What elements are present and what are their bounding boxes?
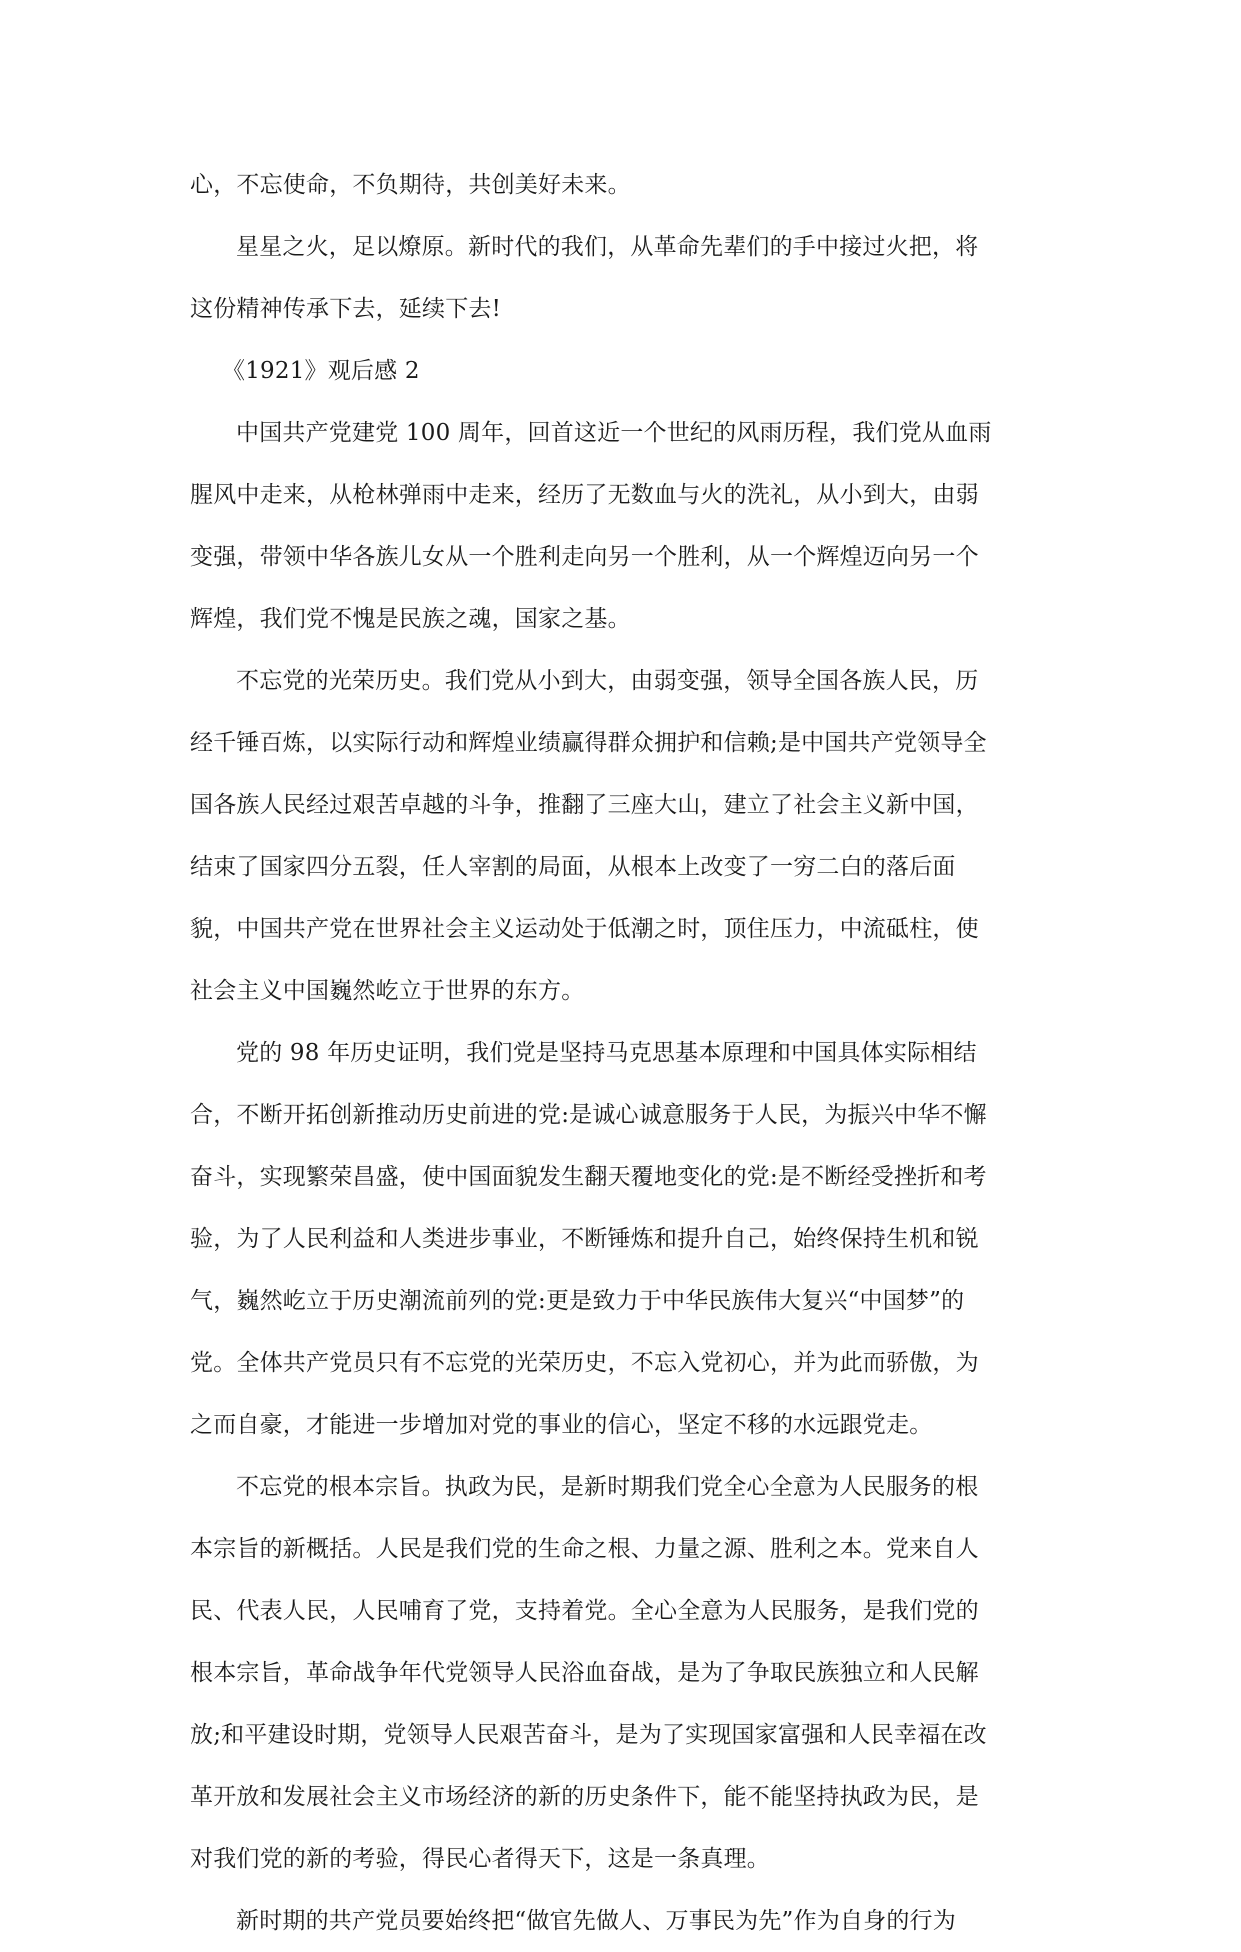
paragraph-first-line: 星星之火，足以燎原。新时代的我们，从革命先辈们的手中接过火把，将 — [236, 234, 979, 260]
text-line: 奋斗，实现繁荣昌盛，使中国面貌发生翻天覆地变化的党:是不断经受挫折和考 — [190, 1164, 987, 1190]
text-line: 之而自豪，才能进一步增加对党的事业的信心，坚定不移的水远跟党走。 — [190, 1412, 933, 1438]
text-line: 革开放和发展社会主义市场经济的新的历史条件下，能不能坚持执政为民，是 — [190, 1784, 979, 1810]
text-line: 合，不断开拓创新推动历史前进的党:是诚心诚意服务于人民，为振兴中华不懈 — [190, 1102, 987, 1128]
text-line: 结束了国家四分五裂，任人宰割的局面，从根本上改变了一穷二白的落后面 — [190, 854, 956, 880]
paragraph-first-line: 不忘党的根本宗旨。执政为民，是新时期我们党全心全意为人民服务的根 — [236, 1474, 979, 1500]
paragraph-first-line: 中国共产党建党 100 周年，回首这近一个世纪的风雨历程，我们党从血雨 — [236, 420, 992, 446]
section-heading: 《1921》观后感 2 — [222, 358, 420, 384]
text-line: 经千锤百炼，以实际行动和辉煌业绩赢得群众拥护和信赖;是中国共产党领导全 — [190, 730, 987, 756]
text-line: 放;和平建设时期，党领导人民艰苦奋斗，是为了实现国家富强和人民幸福在改 — [190, 1722, 987, 1748]
text-line: 对我们党的新的考验，得民心者得天下，这是一条真理。 — [190, 1846, 770, 1872]
text-line: 本宗旨的新概括。人民是我们党的生命之根、力量之源、胜利之本。党来自人 — [190, 1536, 979, 1562]
text-line: 心，不忘使命，不负期待，共创美好未来。 — [190, 172, 631, 198]
text-line: 验，为了人民利益和人类进步事业，不断锤炼和提升自己，始终保持生机和锐 — [190, 1226, 979, 1252]
text-line: 辉煌，我们党不愧是民族之魂，国家之基。 — [190, 606, 631, 632]
paragraph-first-line: 党的 98 年历史证明，我们党是坚持马克思基本原理和中国具体实际相结 — [236, 1040, 977, 1066]
text-line: 国各族人民经过艰苦卓越的斗争，推翻了三座大山，建立了社会主义新中国， — [190, 792, 979, 818]
text-line: 根本宗旨，革命战争年代党领导人民浴血奋战，是为了争取民族独立和人民解 — [190, 1660, 979, 1686]
text-line: 腥风中走来，从枪林弹雨中走来，经历了无数血与火的洗礼，从小到大，由弱 — [190, 482, 979, 508]
text-line: 这份精神传承下去，延续下去! — [190, 296, 502, 322]
text-line: 貌，中国共产党在世界社会主义运动处于低潮之时，顶住压力，中流砥柱，使 — [190, 916, 979, 942]
text-line: 党。全体共产党员只有不忘党的光荣历史，不忘入党初心，并为此而骄傲，为 — [190, 1350, 979, 1376]
text-line: 社会主义中国巍然屹立于世界的东方。 — [190, 978, 585, 1004]
text-line: 变强，带领中华各族儿女从一个胜利走向另一个胜利，从一个辉煌迈向另一个 — [190, 544, 979, 570]
text-line: 民、代表人民，人民哺育了党，支持着党。全心全意为人民服务，是我们党的 — [190, 1598, 979, 1624]
paragraph-first-line: 不忘党的光荣历史。我们党从小到大，由弱变强，领导全国各族人民，历 — [236, 668, 979, 694]
document-page — [190, 154, 1050, 1952]
text-line: 气，巍然屹立于历史潮流前列的党:更是致力于中华民族伟大复兴“中国梦”的 — [190, 1288, 965, 1314]
paragraph-first-line: 新时期的共产党员要始终把“做官先做人、万事民为先”作为自身的行为 — [236, 1908, 956, 1934]
